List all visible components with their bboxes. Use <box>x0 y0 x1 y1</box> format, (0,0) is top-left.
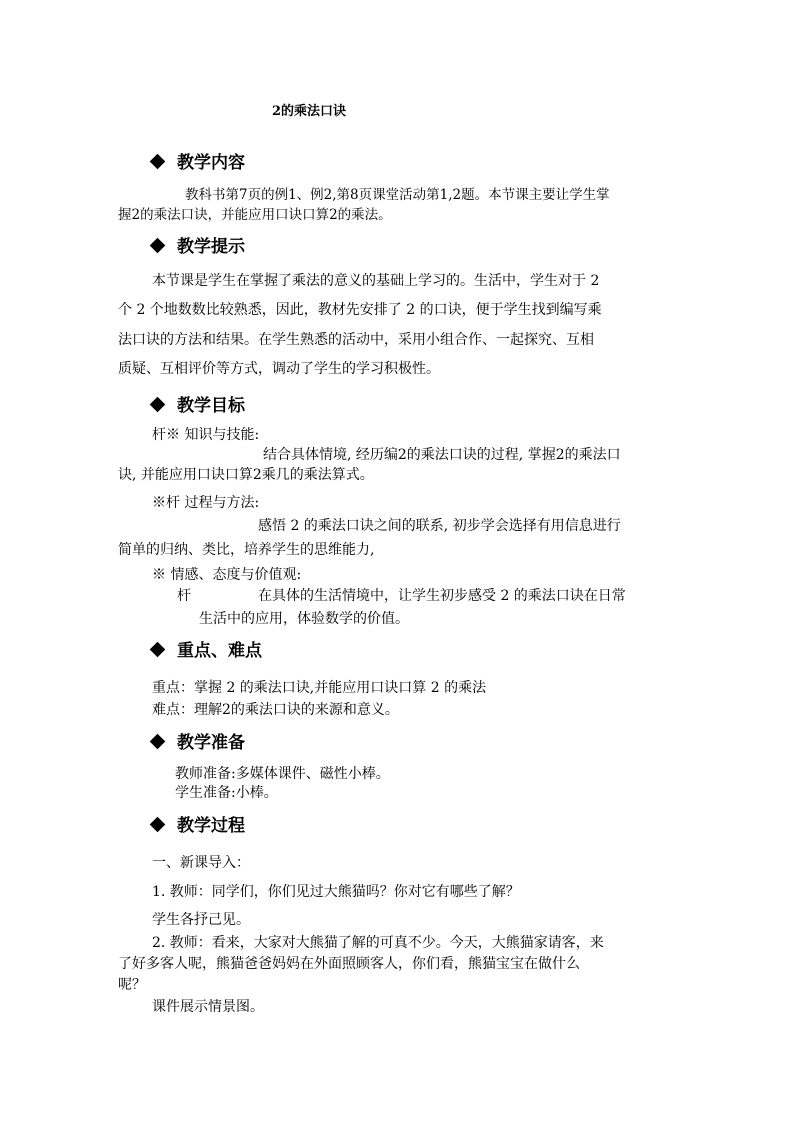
heading-preparation <box>152 728 245 753</box>
tips-line-1: 本节课是学生在掌握了乘法的意义的基础上学习的。生活中，学生对于 2 <box>152 273 600 289</box>
diamond-bullet-icon <box>150 154 166 170</box>
heading-label: 教学目标 <box>177 396 245 416</box>
heading-label: 教学准备 <box>177 733 245 753</box>
process-line-2: 1. 教师：同学们，你们见过大熊猫吗？你对它有哪些了解？ <box>152 884 520 900</box>
goal-process-line-2: 简单的归纳、类比，培养学生的思维能力, <box>118 542 375 558</box>
heading-teaching-content <box>152 148 245 173</box>
diamond-bullet-icon <box>150 397 166 413</box>
process-line-5: 了好多客人呢，熊猫爸爸妈妈在外面照顾客人，你们看，熊猫宝宝在做什么 <box>118 956 580 972</box>
goal-knowledge-line-2: 诀, 并能应用口诀口算2乘几的乘法算式。 <box>118 467 374 483</box>
heading-label: 教学提示 <box>177 237 245 257</box>
heading-label: 重点、难点 <box>177 641 262 661</box>
heading-label: 教学过程 <box>177 816 245 836</box>
diamond-bullet-icon <box>150 817 166 833</box>
diamond-bullet-icon <box>150 238 166 254</box>
goal-emotion-line-1: 在具体的生活情境中，让学生初步感受 2 的乘法口诀在日常 <box>258 588 626 604</box>
heading-teaching-process <box>152 811 245 836</box>
heading-key-points <box>152 636 262 661</box>
tips-line-2: 个 2 个地数数比较熟悉，因此，教材先安排了 2 的口诀，便于学生找到编写乘 <box>118 302 602 318</box>
goal-emotion-mark: 杆 <box>177 588 191 604</box>
process-line-3: 学生各抒己见。 <box>152 912 250 928</box>
goal-emotion-line-2: 生活中的应用，体验数学的价值。 <box>199 611 409 627</box>
heading-teaching-goals <box>152 391 245 416</box>
goal-process-label: ※杆 过程与方法: <box>152 495 260 511</box>
teacher-prep-line: 教师准备:多媒体课件、磁性小棒。 <box>175 766 390 782</box>
heading-teaching-tips <box>152 232 245 257</box>
tips-line-3: 法口诀的方法和结果。在学生熟悉的活动中，采用小组合作、一起探究、互相 <box>118 332 594 348</box>
process-line-4: 2. 教师：看来，大家对大熊猫了解的可真不少。今天，大熊猫家请客，来 <box>152 935 604 951</box>
goal-emotion-label: ※ 情感、态度与价值观: <box>152 567 302 583</box>
content-line-2: 握2的乘法口诀，并能应用口诀口算2的乘法。 <box>118 207 392 223</box>
student-prep-line: 学生准备:小棒。 <box>175 785 278 801</box>
diamond-bullet-icon <box>150 734 166 750</box>
key-point-line: 重点：掌握 2 的乘法口诀,并能应用口诀口算 2 的乘法 <box>152 680 487 696</box>
process-line-6: 呢？ <box>118 977 146 993</box>
goal-knowledge-line-1: 结合具体情境, 经历编2的乘法口诀的过程, 掌握2的乘法口 <box>263 447 621 463</box>
page-title: 2的乘法口诀 <box>272 104 347 119</box>
tips-line-4: 质疑、互相评价等方式，调动了学生的学习积极性。 <box>118 361 440 377</box>
process-line-7: 课件展示情景图。 <box>152 999 264 1015</box>
goal-process-line-1: 感悟 2 的乘法口诀之间的联系, 初步学会选择有用信息进行 <box>258 518 621 534</box>
goal-knowledge-label: 杆※ 知识与技能: <box>152 427 260 443</box>
difficulty-line: 难点：理解2的乘法口诀的来源和意义。 <box>152 702 399 718</box>
diamond-bullet-icon <box>150 642 166 658</box>
content-line-1: 教科书第7页的例1、例2,第8页课堂活动第1,2题。本节课主要让学生掌 <box>185 187 610 203</box>
process-line-1: 一、新课导入： <box>152 855 250 871</box>
heading-label: 教学内容 <box>177 153 245 173</box>
